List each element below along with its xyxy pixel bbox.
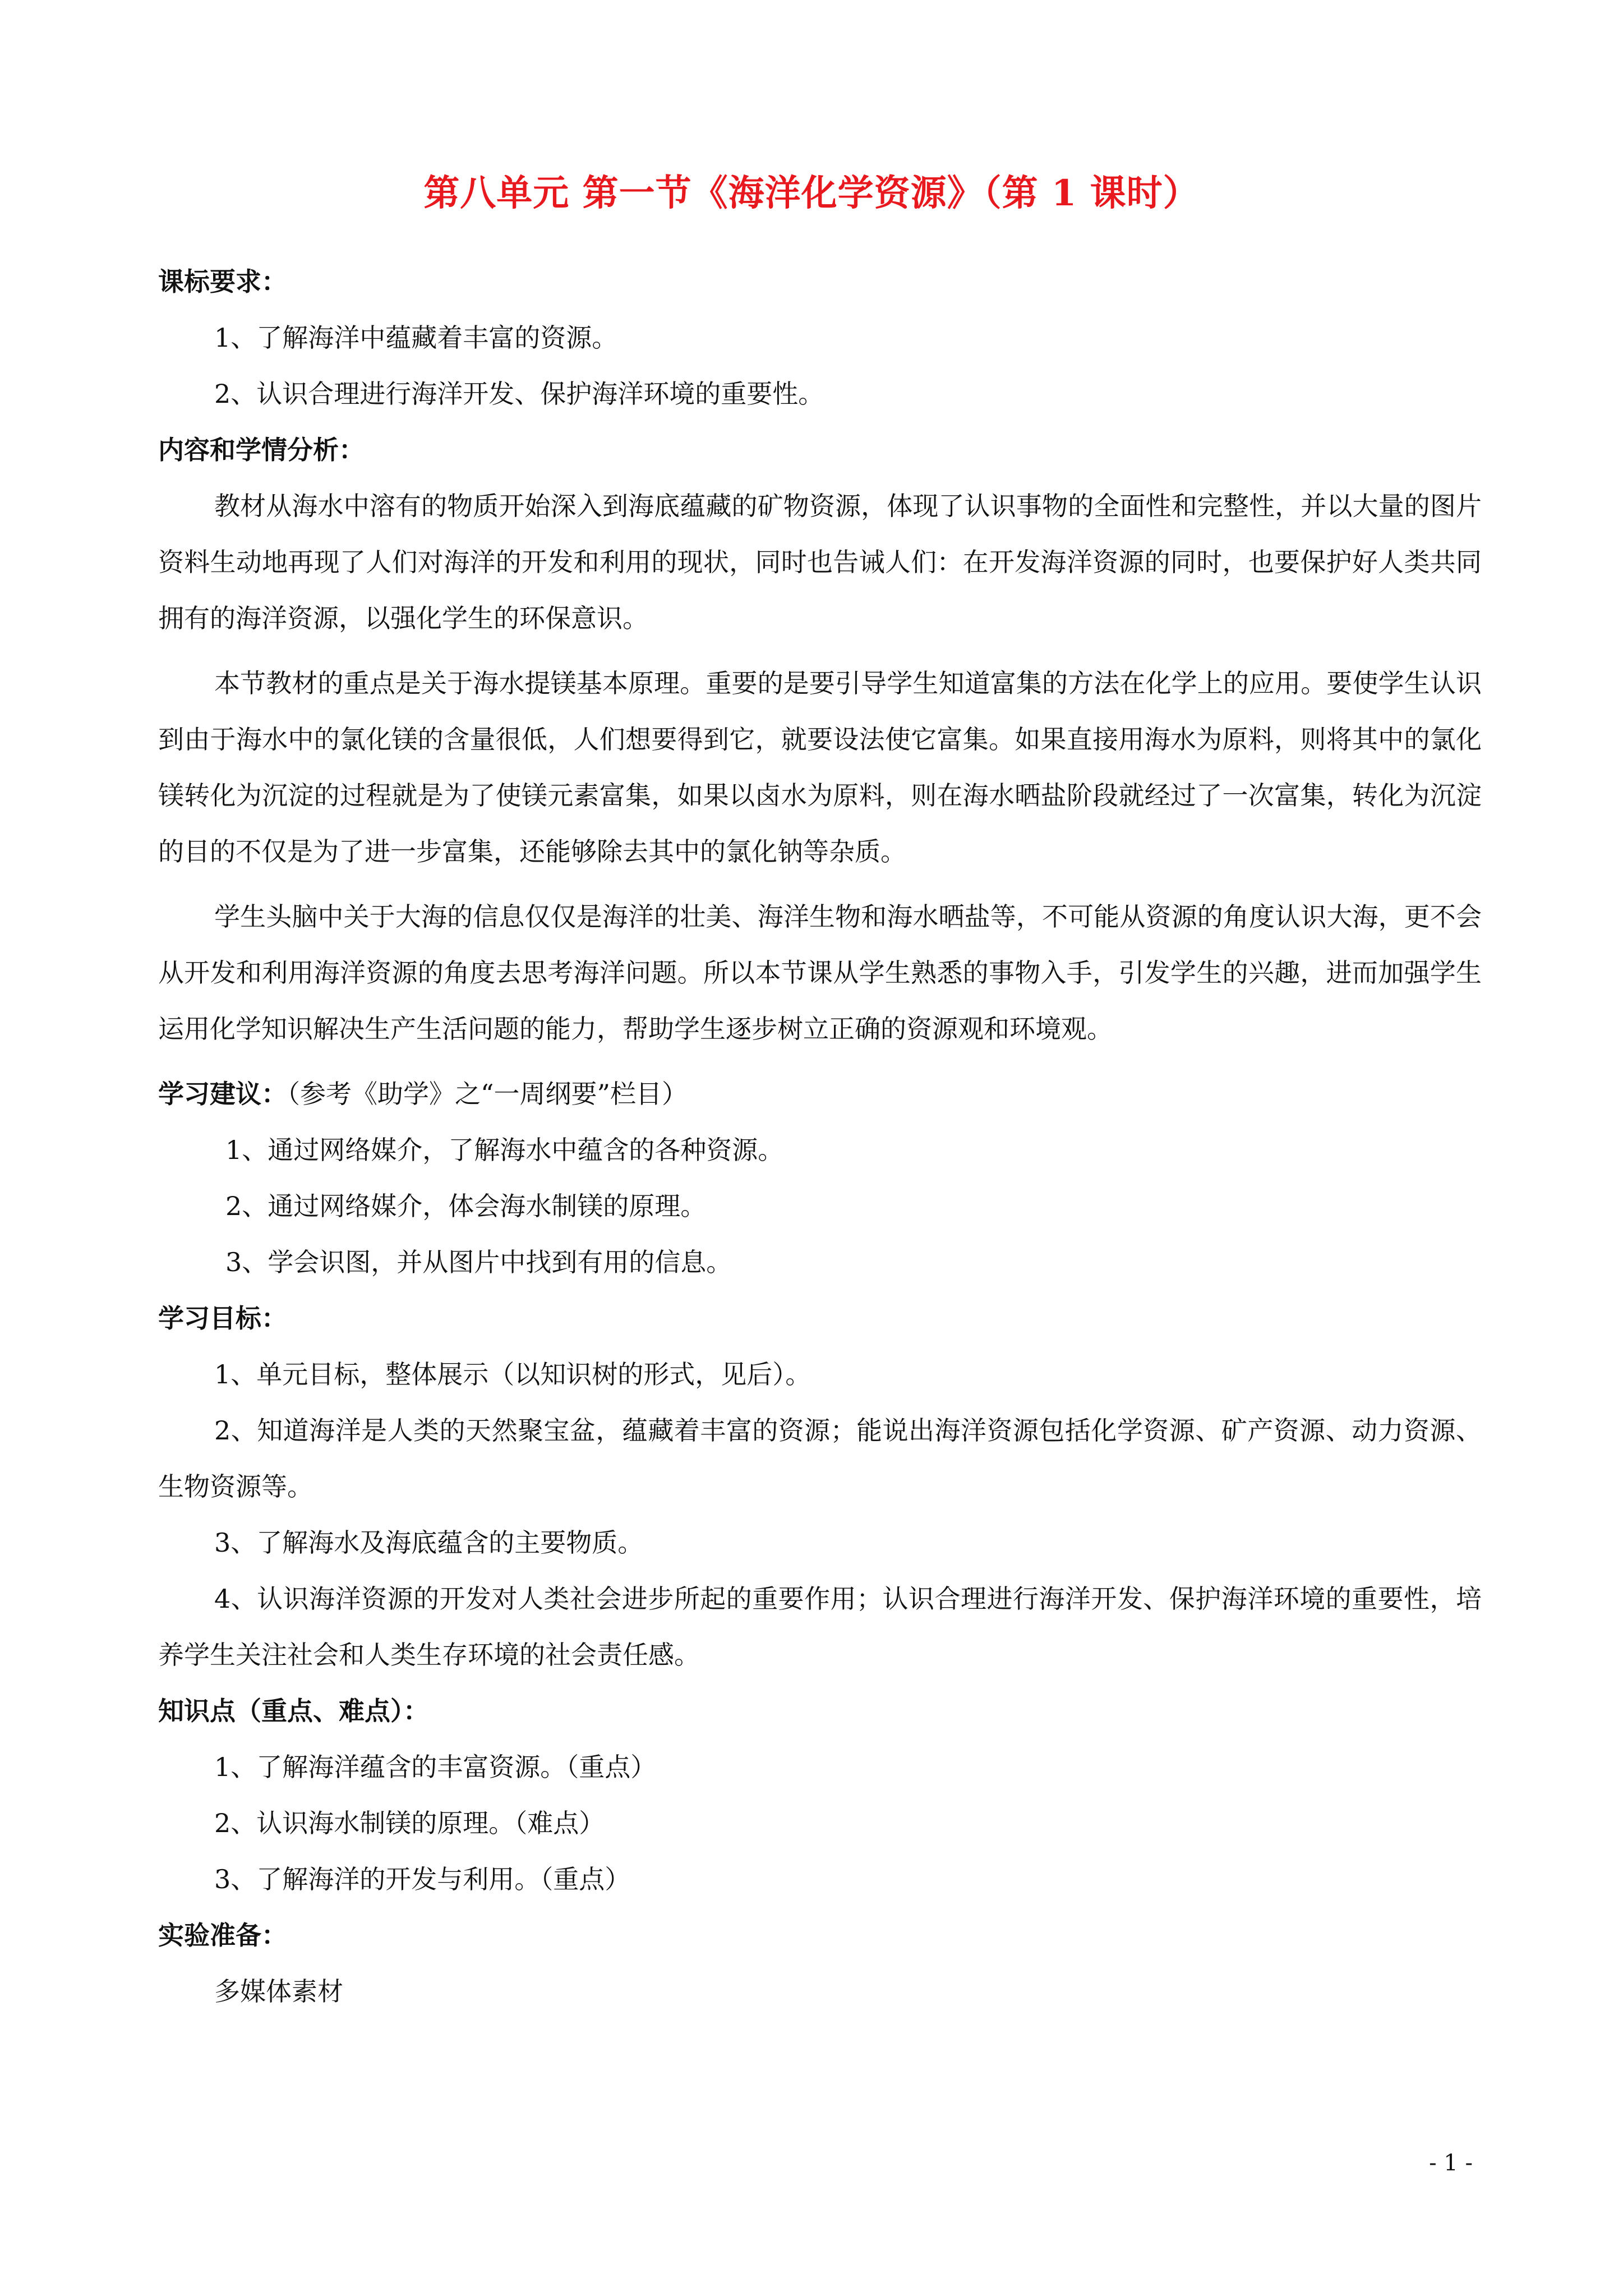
knowledge-heading: 知识点（重点、难点）： [158, 1696, 429, 1726]
analysis-heading: 内容和学情分析： [158, 435, 365, 465]
document-title: 第八单元 第一节《海洋化学资源》（第 1 课时） [423, 172, 1200, 214]
objective-item: 4、认识海洋资源的开发对人类社会进步所起的重要作用；认识合理进行海洋开发、保护海洋环境的重要性，培养学生关注社会和人类生存环境的社会责任感。 [158, 1584, 1482, 1670]
experiment-item: 多媒体素材 [214, 1976, 343, 2007]
objective-item: 2、知道海洋是人类的天然聚宝盆，蕴藏着丰富的资源；能说出海洋资源包括化学资源、矿产资源、动力资源、生物资源等。 [158, 1415, 1482, 1502]
suggestions-note: （参考《助学》之“一周纲要”栏目） [287, 1079, 688, 1109]
objective-item: 1、单元目标，整体展示（以知识树的形式，见后）。 [214, 1359, 811, 1389]
curriculum-item: 2、认识合理进行海洋开发、保护海洋环境的重要性。 [214, 379, 824, 409]
page-number: - 1 - [1429, 2150, 1473, 2176]
analysis-paragraph: 学生头脑中关于大海的信息仅仅是海洋的壮美、海洋生物和海水晒盐等，不可能从资源的角度认识大海，更不会从开发和利用海洋资源的角度去思考海洋问题。所以本节课从学生熟悉的事物入手，引发学生的兴趣，进而加强学生运用化学知识解决生产生活问题的能力，帮助学生逐步树立正确的资源观和环境观。 [158, 901, 1482, 1044]
suggestion-item: 3、学会识图，并从图片中找到有用的信息。 [225, 1247, 732, 1277]
knowledge-item: 1、了解海洋蕴含的丰富资源。（重点） [214, 1752, 657, 1782]
analysis-paragraph: 本节教材的重点是关于海水提镁基本原理。重要的是要引导学生知道富集的方法在化学上的应用。要使学生认识到由于海水中的氯化镁的含量很低，人们想要得到它，就要设法使它富集。如果直接用海水为原料，则将其中的氯化镁转化为沉淀的过程就是为了使镁元素富集，如果以卤水为原料，则在海水晒盐阶段就经过了一次富集，转化为沉淀的目的不仅是为了进一步富集，还能够除去其中的氯化钠等杂质。 [158, 668, 1482, 867]
suggestion-item: 2、通过网络媒介，体会海水制镁的原理。 [225, 1191, 707, 1221]
curriculum-item: 1、了解海洋中蕴藏着丰富的资源。 [214, 323, 618, 353]
experiment-heading: 实验准备： [158, 1920, 287, 1950]
document-body [158, 254, 1482, 2019]
objective-item: 3、了解海水及海底蕴含的主要物质。 [214, 1527, 644, 1558]
suggestion-item: 1、通过网络媒介，了解海水中蕴含的各种资源。 [225, 1135, 784, 1165]
objectives-heading: 学习目标： [158, 1303, 287, 1333]
knowledge-item: 2、认识海水制镁的原理。（难点） [214, 1808, 605, 1838]
curriculum-heading: 课标要求： [158, 266, 287, 297]
suggestions-heading [158, 1066, 1482, 1122]
suggestions-heading-label: 学习建议： [158, 1079, 287, 1109]
analysis-paragraph: 教材从海水中溶有的物质开始深入到海底蕴藏的矿物资源，体现了认识事物的全面性和完整性，并以大量的图片资料生动地再现了人们对海洋的开发和利用的现状，同时也告诫人们：在开发海洋资源的同时，也要保护好人类共同拥有的海洋资源，以强化学生的环保意识。 [158, 491, 1482, 633]
knowledge-item: 3、了解海洋的开发与利用。（重点） [214, 1864, 631, 1894]
